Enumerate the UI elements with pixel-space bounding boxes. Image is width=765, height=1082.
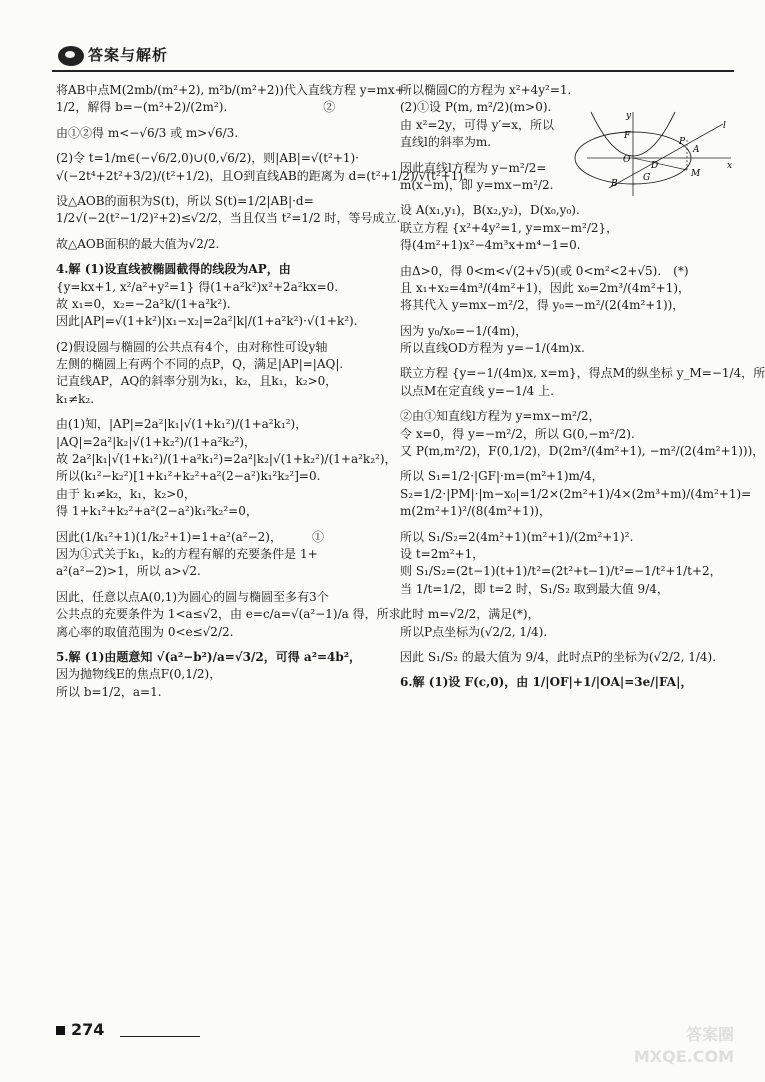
text-line: 1/2√(−2(t²−1/2)²+2)≤√2/2，当且仅当 t²=1/2 时，等号成立. — [56, 211, 401, 226]
text-line: 将AB中点M(2mb/(m²+2), m²b/(m²+2))代入直线方程 y=mx+ — [56, 83, 405, 97]
text-line: 因此(1/k₁²+1)(1/k₂²+1)=1+a²(a²−2)， ① — [56, 529, 324, 544]
text-line: S₂=1/2·|PM|·|m−x₀|=1/2×(2m²+1)/4×(2m³+m)/(4m²+1)= — [400, 486, 752, 501]
text-line: 所以 S₁=1/2·|GF|·m=(m²+1)m/4， — [400, 469, 604, 484]
figure-label-x: x — [727, 161, 733, 171]
figure-label-d: D — [651, 161, 659, 171]
text-line: 故△AOB面积的最大值为√2/2. — [56, 236, 220, 251]
text-line: 联立方程 {y=−1/(4m)x, x=m}，得点M的纵坐标 y_M=−1/4，所 — [400, 366, 765, 381]
text-line: 1/2，解得 b=−(m²+2)/(2m²). ② — [56, 100, 336, 115]
text-line: 当 1/t=1/2，即 t=2 时，S₁/S₂ 取到最大值 9/4， — [400, 581, 669, 596]
text-line: 由于 k₁≠k₂，k₁，k₂>0， — [56, 486, 196, 501]
text-line: 联立方程 {x²+4y²=1, y=mx−m²/2}， — [400, 220, 619, 235]
text-line: 公共点的充要条件为 1<a≤√2，由 e=c/a=√(a²−1)/a 得，所求 — [56, 607, 401, 622]
text-line: 则 S₁/S₂=(2t−1)(t+1)/t²=(2t²+t−1)/t²=−1/t²+1/t+2， — [400, 564, 722, 579]
text-line: 因为①式关于k₁，k₂的方程有解的充要条件是 1+ — [56, 546, 318, 561]
text-line: a²(a²−2)>1，所以 a>√2. — [56, 564, 201, 579]
text-line: 以点M在定直线 y=−1/4 上. — [400, 383, 554, 398]
figure-label-y: y — [626, 111, 632, 121]
text-line: |AQ|=2a²|k₂|√(1+k₂²)/(1+a²k₂²)， — [56, 434, 256, 449]
text-line: 因此，任意以点A(0,1)为圆心的圆与椭圆至多有3个 — [56, 589, 329, 604]
text-line: 又 P(m,m²/2)，F(0,1/2)，D(2m³/(4m²+1), −m²/(2(4m²+1)))， — [400, 444, 765, 459]
footer-rule — [120, 1036, 200, 1037]
text-line: 所以直线OD方程为 y=−1/(4m)x. — [400, 341, 585, 356]
text-line: 因为 y₀/x₀=−1/(4m)， — [400, 323, 528, 338]
text-line: 4.解 (1)设直线被椭圆截得的线段为AP，由 — [56, 262, 291, 277]
text-line: 得 1+k₁²+k₂²+a²(2−a²)k₁²k₂²=0， — [56, 504, 258, 519]
text-line: 因此|AP|=√(1+k²)|x₁−x₂|=2a²|k|/(1+a²k²)·√(1+k²). — [56, 314, 358, 329]
text-line: 离心率的取值范围为 0<e≤√2/2. — [56, 624, 234, 639]
text-line: 设 A(x₁,y₁)，B(x₂,y₂)，D(x₀,y₀). — [400, 203, 580, 218]
figure-label-o: O — [623, 155, 631, 165]
watermark-line2: MXQE.COM — [633, 1047, 734, 1066]
text-line: 设 t=2m²+1， — [400, 546, 485, 561]
text-line: 因此直线l方程为 y−m²/2= — [400, 160, 547, 175]
text-line: 6.解 (1)设 F(c,0)，由 1/|OF|+1/|OA|=3e/|FA|， — [400, 675, 693, 690]
text-line: 故 2a²|k₁|√(1+k₁²)/(1+a²k₁²)=2a²|k₂|√(1+k₂²)/(1+a²k₂²)， — [56, 452, 397, 467]
page-header — [0, 0, 750, 72]
text-line: 所以 b=1/2，a=1. — [56, 684, 162, 699]
text-line: √(−2t⁴+2t²+3/2)/(t²+1/2)，且O到直线AB的距离为 d=(t²+1/2)/√(t²+1). — [56, 168, 467, 183]
text-line: 所以P点坐标为(√2/2, 1/4). — [400, 624, 548, 639]
text-line: (2)假设圆与椭圆的公共点有4个，由对称性可设y轴 — [56, 339, 328, 354]
figure-label-p: P — [679, 137, 686, 147]
figure-label-a: A — [693, 145, 700, 155]
text-line: 且 x₁+x₂=4m³/(4m²+1)，因此 x₀=2m³/(4m²+1)， — [400, 280, 691, 295]
figure-label-g: G — [643, 173, 651, 183]
page-footer — [56, 1020, 104, 1039]
watermark-line1: 答案圈 — [685, 1025, 734, 1044]
text-line: m(2m²+1)²/(8(4m²+1))， — [400, 504, 551, 519]
text-line: 设△AOB的面积为S(t)，所以 S(t)=1/2|AB|·d= — [56, 193, 314, 208]
text-line: 将其代入 y=mx−m²/2，得 y₀=−m²/(2(4m²+1))， — [400, 298, 685, 313]
text-line: k₁≠k₂. — [56, 391, 95, 406]
figure-label-f: F — [624, 131, 631, 141]
figure-label-b: B — [611, 179, 618, 189]
text-line: 由(1)知，|AP|=2a²|k₁|√(1+k₁²)/(1+a²k₁²)， — [56, 417, 308, 432]
header-logo-icon — [58, 46, 84, 66]
text-line: 记直线AP，AQ的斜率分别为k₁，k₂，且k₁，k₂>0， — [56, 374, 338, 389]
text-line: 5.解 (1)由题意知 √(a²−b²)/a=√3/2，可得 a²=4b²， — [56, 649, 362, 664]
text-line: {y=kx+1, x²/a²+y²=1} 得(1+a²k²)x²+2a²kx=0. — [56, 279, 339, 294]
figure-label-m: M — [691, 169, 701, 179]
text-line: 因为抛物线E的焦点F(0,1/2)， — [56, 667, 222, 682]
text-line: 所以(k₁²−k₂²)[1+k₁²+k₂²+a²(2−a²)k₁²k₂²]=0. — [56, 469, 321, 484]
text-line: 左侧的椭圆上有两个不同的点P，Q，满足|AP|=|AQ|. — [56, 357, 344, 372]
text-line: (2)令 t=1/m∈(−√6/2,0)∪(0,√6/2)，则|AB|=√(t²+1)· — [56, 151, 360, 166]
text-line: 所以椭圆C的方程为 x²+4y²=1. — [400, 83, 572, 97]
header-title: 答案与解析 — [88, 46, 169, 64]
text-line: 所以 S₁/S₂=2(4m²+1)(m²+1)/(2m²+1)². — [400, 529, 634, 544]
text-line: 由①②得 m<−√6/3 或 m>√6/3. — [56, 125, 239, 140]
header-rule — [52, 70, 734, 72]
text-line: 因此 S₁/S₂ 的最大值为 9/4，此时点P的坐标为(√2/2, 1/4). — [400, 649, 717, 664]
text-line: 直线l的斜率为m. — [400, 135, 492, 150]
text-line: 由Δ>0，得 0<m<√(2+√5)(或 0<m²<2+√5). (*) — [400, 263, 689, 278]
ellipse-parabola-figure — [583, 110, 735, 198]
text-line: 故 x₁=0，x₂=−2a²k/(1+a²k²). — [56, 296, 231, 311]
text-line: 由 x²=2y，可得 y′=x，所以 — [400, 117, 555, 132]
text-line: 得(4m²+1)x²−4m³x+m⁴−1=0. — [400, 238, 581, 253]
page-number: 274 — [71, 1020, 105, 1039]
footer-square-icon — [56, 1026, 65, 1035]
text-line: (2)①设 P(m, m²/2)(m>0). — [400, 100, 552, 115]
text-line: 此时 m=√2/2，满足(*)， — [400, 607, 540, 622]
text-line: ②由①知直线l方程为 y=mx−m²/2， — [400, 409, 601, 424]
figure-label-l: l — [723, 121, 726, 131]
text-line: m(x−m)，即 y=mx−m²/2. — [400, 177, 554, 192]
text-line: 令 x=0，得 y=−m²/2，所以 G(0,−m²/2). — [400, 426, 635, 441]
watermark — [596, 1024, 734, 1076]
